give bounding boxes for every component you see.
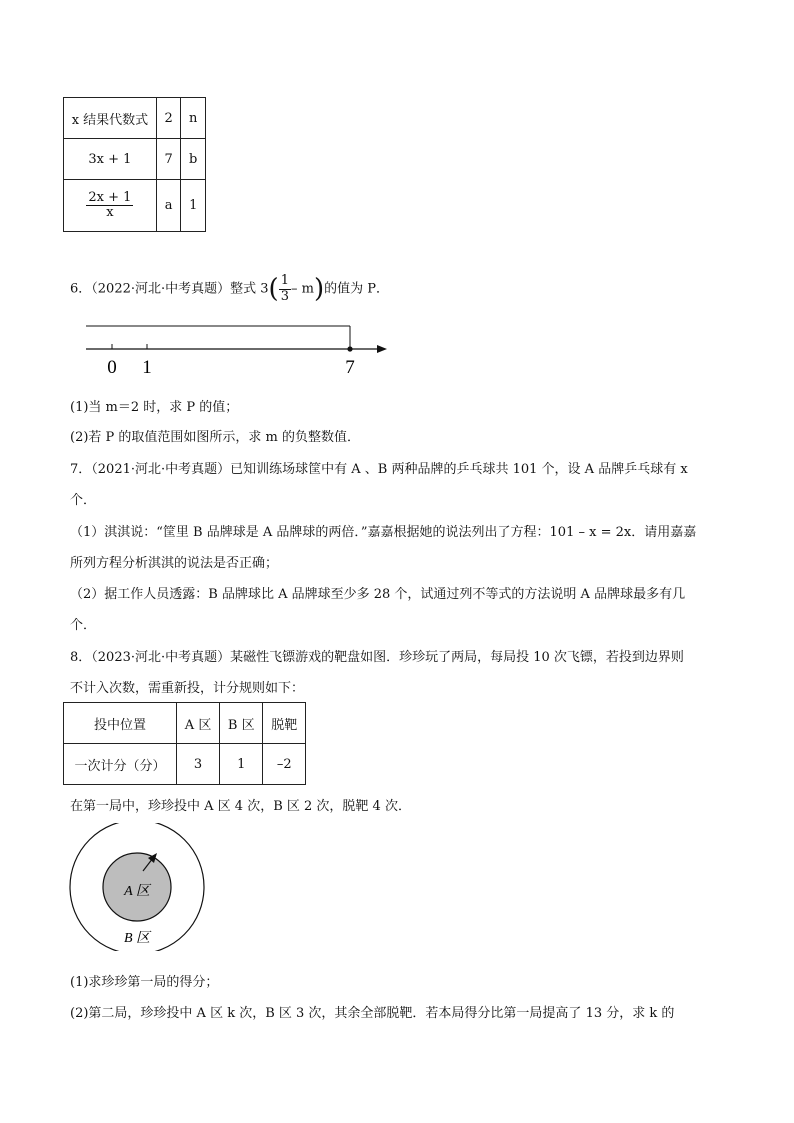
number-line-figure <box>80 318 400 380</box>
table-row <box>64 98 206 139</box>
table-cell: B 区 <box>220 703 263 744</box>
table-cell: 1 <box>181 180 206 232</box>
table-row <box>64 744 306 785</box>
q6-stem: 6．（2022·河北·中考真题）整式 3( $\frac{1}{3}$ – m)的值为 P． <box>70 273 389 304</box>
table-cell: A 区 <box>177 703 220 744</box>
table-cell: 一次计分（分） <box>64 744 177 785</box>
tick-label-0: 0 <box>107 357 117 378</box>
dartboard-figure <box>68 823 210 951</box>
q6-part1: (1)当 m＝2 时，求 P 的值； <box>70 400 239 415</box>
table-cell: 3x + 1 <box>64 139 157 180</box>
table-cell <box>64 180 157 232</box>
q7-line1: 7．（2021·河北·中考真题）已知训练场球筐中有 A 、B 两种品牌的乒乓球共 101 个，设 A 品牌乒乓球有 x <box>70 462 688 477</box>
table-cell: 1 <box>220 744 263 785</box>
table-cell: 投中位置 <box>64 703 177 744</box>
q8-line2: 不计入次数，需重新投，计分规则如下： <box>70 681 305 696</box>
arrow-head-icon <box>377 345 387 353</box>
q6-part2: (2)若 P 的取值范围如图所示，求 m 的负整数值． <box>70 430 361 445</box>
q7-line2: 个． <box>70 493 97 508</box>
q7-line5: （2）据工作人员透露：B 品牌球比 A 品牌球至少多 28 个，试通过列不等式的方法说明 A 品牌球最多有几 <box>70 587 686 602</box>
zone-b-label: B 区 <box>123 931 151 946</box>
table-cell: –2 <box>263 744 306 785</box>
table-cell: 3 <box>177 744 220 785</box>
table-cell: x 结果代数式 <box>64 98 157 139</box>
table-cell: 7 <box>156 139 181 180</box>
fraction: $\frac{1}{3}$ <box>280 273 289 304</box>
fraction-numerator: 2x + 1 <box>88 189 132 205</box>
scoring-table <box>63 702 306 785</box>
table-cell: 脱靶 <box>263 703 306 744</box>
table-cell: a <box>156 180 181 232</box>
q7-line4: 所列方程分析淇淇的说法是否正确； <box>70 556 279 571</box>
tick-label-1: 1 <box>142 357 152 378</box>
q8-part2: (2)第二局，珍珍投中 A 区 k 次，B 区 3 次，其余全部脱靶．若本局得分比第一局提高了 13 分，求 k 的 <box>70 1006 675 1021</box>
table-cell: b <box>181 139 206 180</box>
algebra-table <box>63 97 206 232</box>
q7-line6: 个． <box>70 618 97 633</box>
q8-line3: 在第一局中，珍珍投中 A 区 4 次，B 区 2 次，脱靶 4 次． <box>70 799 411 814</box>
table-row <box>64 180 206 232</box>
q7-line3: （1）淇淇说：“筐里 B 品牌球是 A 品牌球的两倍．”嘉嘉根据她的说法列出了方程：101 – x = 2x．请用嘉嘉 <box>70 525 697 540</box>
endpoint-dot <box>347 346 352 351</box>
zone-a-label: A 区 <box>124 884 150 899</box>
table-row <box>64 703 306 744</box>
table-cell: n <box>181 98 206 139</box>
fraction <box>86 191 133 221</box>
tick-label-7: 7 <box>345 357 355 378</box>
q8-part1: (1)求珍珍第一局的得分； <box>70 975 219 990</box>
table-cell: 2 <box>156 98 181 139</box>
fraction-denominator: x <box>106 205 114 220</box>
q8-line1: 8．（2023·河北·中考真题）某磁性飞镖游戏的靶盘如图．珍珍玩了两局，每局投 10 次飞镖，若投到边界则 <box>70 650 684 665</box>
table-row <box>64 139 206 180</box>
